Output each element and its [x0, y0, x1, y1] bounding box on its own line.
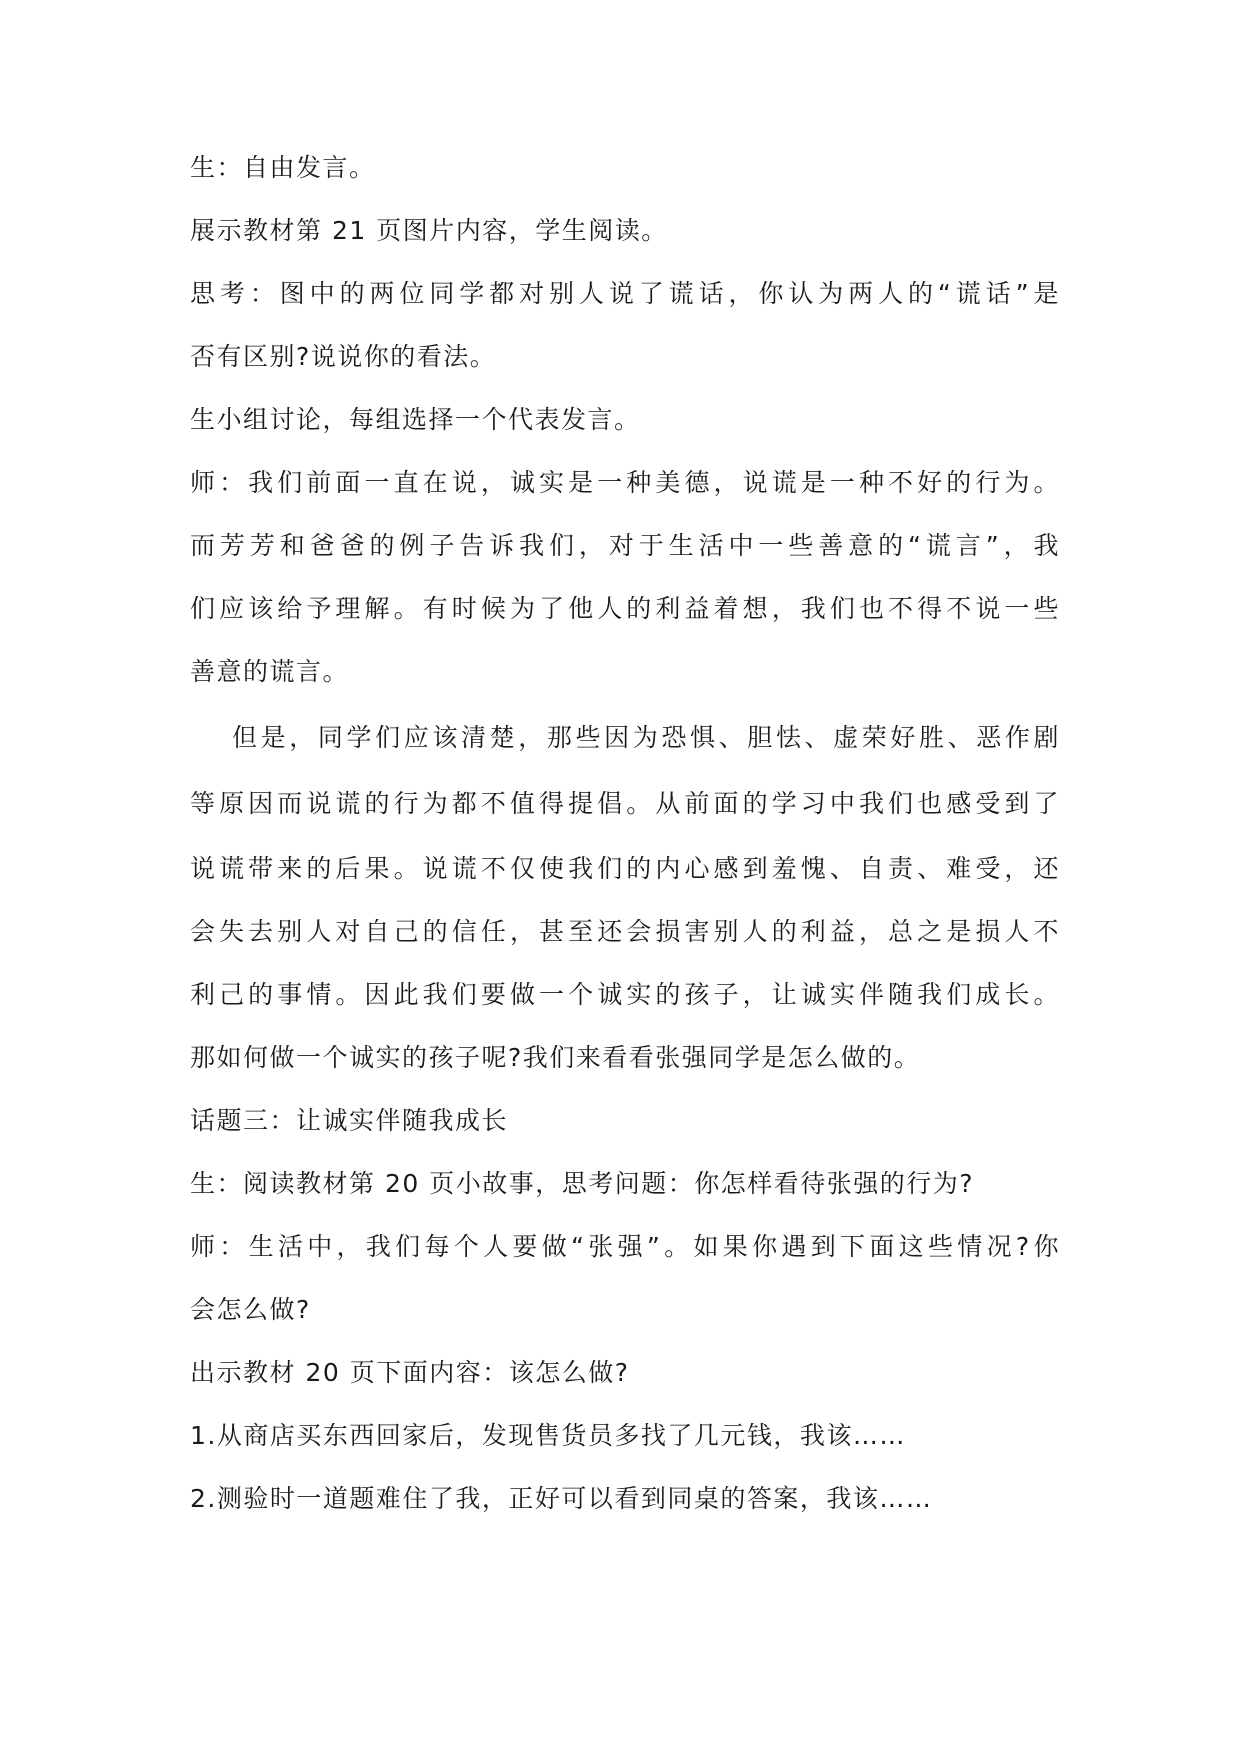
text-line-11: 等原因而说谎的行为都不值得提倡。从前面的学习中我们也感受到了 [190, 789, 1060, 818]
text-line-19: 会怎么做? [190, 1295, 311, 1324]
text-line-3: 思考：图中的两位同学都对别人说了谎话，你认为两人的“谎话”是 [190, 279, 1060, 308]
text-line-7: 而芳芳和爸爸的例子告诉我们，对于生活中一些善意的“谎言”，我 [190, 531, 1060, 560]
text-line-20: 出示教材 20 页下面内容：该怎么做? [190, 1358, 630, 1387]
text-line-21: 1.从商店买东西回家后，发现售货员多找了几元钱，我该…… [190, 1421, 906, 1450]
text-line-22: 2.测验时一道题难住了我，正好可以看到同桌的答案，我该…… [190, 1484, 933, 1513]
text-line-10: 但是，同学们应该清楚，那些因为恐惧、胆怯、虚荣好胜、恶作剧 [232, 723, 1060, 752]
text-line-9: 善意的谎言。 [190, 657, 350, 686]
text-line-2: 展示教材第 21 页图片内容，学生阅读。 [190, 216, 668, 245]
text-line-1: 生：自由发言。 [190, 153, 376, 182]
text-line-14: 利己的事情。因此我们要做一个诚实的孩子，让诚实伴随我们成长。 [190, 980, 1060, 1009]
text-line-12: 说谎带来的后果。说谎不仅使我们的内心感到羞愧、自责、难受，还 [190, 854, 1060, 883]
text-line-8: 们应该给予理解。有时候为了他人的利益着想，我们也不得不说一些 [190, 594, 1060, 623]
text-line-5: 生小组讨论，每组选择一个代表发言。 [190, 405, 641, 434]
text-line-4: 否有区别?说说你的看法。 [190, 342, 497, 371]
text-line-6: 师：我们前面一直在说，诚实是一种美德，说谎是一种不好的行为。 [190, 468, 1060, 497]
text-line-16: 话题三：让诚实伴随我成长 [190, 1106, 509, 1135]
text-line-18: 师：生活中，我们每个人要做“张强”。如果你遇到下面这些情况?你 [190, 1232, 1060, 1261]
text-line-15: 那如何做一个诚实的孩子呢?我们来看看张强同学是怎么做的。 [190, 1043, 921, 1072]
text-line-17: 生：阅读教材第 20 页小故事，思考问题：你怎样看待张强的行为? [190, 1169, 974, 1198]
text-line-13: 会失去别人对自己的信任，甚至还会损害别人的利益，总之是损人不 [190, 917, 1060, 946]
